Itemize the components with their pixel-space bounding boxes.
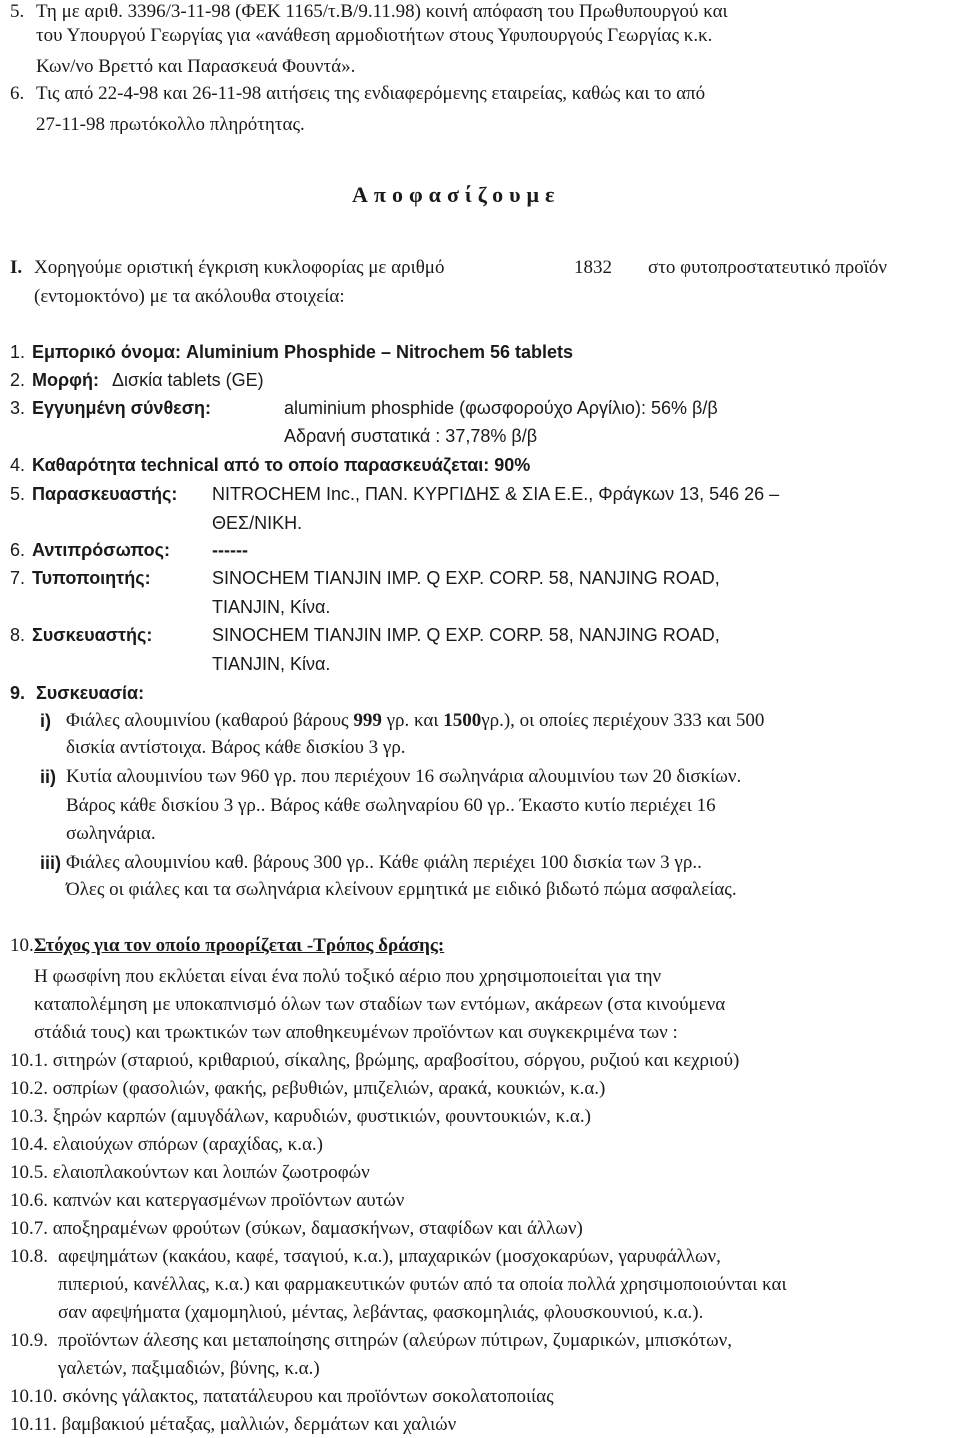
detail-8-value-1: SINOCHEM TIANJIN IMP. Q EXP. CORP. 58, NANJING ROAD, [212, 625, 720, 645]
section-1-line-1b: στο φυτοπροστατευτικό προϊόν [648, 257, 887, 278]
detail-4-number: 4. [10, 455, 26, 475]
packaging-i-text-c: γρ.), οι οποίες περιέχουν 333 και 500 [481, 710, 765, 731]
section-10-7: 10.7. αποξηραμένων φρούτων (σύκων, δαμασκήνων, σταφίδων και άλλων) [10, 1218, 583, 1239]
section-10-intro-3: στάδιά τους) και τρωκτικών των αποθηκευμένων προϊόντων και συγκεκριμένα των : [34, 1022, 678, 1043]
section-10-9-number: 10.9. [10, 1330, 48, 1351]
item-5-number: 5. [10, 1, 25, 22]
section-10-1: 10.1. σιτηρών (σταριού, κριθαριού, σίκαλης, βρώμης, αραβοσίτου, σόργου, ρυζιού και κεχριού) [10, 1050, 740, 1071]
section-10-6: 10.6. καπνών και κατεργασμένων προϊόντων αυτών [10, 1190, 405, 1211]
packaging-i-text-b: γρ. και [386, 710, 439, 731]
section-1-line-2: (εντομοκτόνο) με τα ακόλουθα στοιχεία: [34, 286, 345, 307]
section-10-9-line-2: γαλετών, παξιμαδιών, βύνης, κ.α.) [58, 1358, 320, 1379]
detail-6-value: ------ [212, 540, 248, 560]
packaging-i-weight-1: 999 [353, 710, 382, 731]
decision-heading: Αποφασίζουμε [352, 182, 561, 207]
section-1-line-1a: Χορηγούμε οριστική έγκριση κυκλοφορίας με αριθμό [34, 257, 445, 278]
section-1-approval-number: 1832 [574, 257, 612, 278]
section-10-8-number: 10.8. [10, 1246, 48, 1267]
section-10-8-line-1: αφεψημάτων (κακάου, καφέ, τσαγιού, κ.α.), μπαχαρικών (μοσχοκαρύων, γαρυφάλλων, [58, 1246, 721, 1267]
detail-3-inert: Αδρανή συστατικά : 37,78% β/β [284, 426, 538, 446]
section-10-4: 10.4. ελαιούχων σπόρων (αραχίδας, κ.α.) [10, 1134, 323, 1155]
packaging-ii-line-2: Βάρος κάθε δισκίου 3 γρ.. Βάρος κάθε σωληναρίου 60 γρ.. Έκαστο κυτίο περιέχει 16 [66, 795, 716, 816]
detail-1-number: 1. [10, 342, 26, 362]
detail-8-value-2: TIANJIN, Κίνα. [212, 654, 331, 674]
packaging-iii-label: iii) [40, 853, 61, 873]
section-10-number: 10. [10, 935, 34, 956]
packaging-ii-line-1: Κυτία αλουμινίου των 960 γρ. που περιέχουν 16 σωληνάρια αλουμινίου των 20 δισκίων. [66, 766, 742, 787]
section-10-3: 10.3. ξηρών καρπών (αμυγδάλων, καρυδιών, φυστικιών, φουντουκιών, κ.α.) [10, 1106, 591, 1127]
packaging-ii-line-3: σωληνάρια. [66, 823, 156, 844]
detail-5-label: Παρασκευαστής: [32, 484, 178, 504]
detail-6-number: 6. [10, 540, 26, 560]
detail-2-value: Δισκία tablets (GE) [112, 370, 264, 390]
section-10-2: 10.2. οσπρίων (φασολιών, φακής, ρεβυθιών, μπιζελιών, αρακά, κουκιών, κ.α.) [10, 1078, 606, 1099]
item-6-line-2: 27-11-98 πρωτόκολλο πληρότητας. [36, 114, 305, 135]
detail-9-label: Συσκευασία: [36, 683, 145, 703]
detail-5-value-2: ΘΕΣ/ΝΙΚΗ. [212, 513, 303, 533]
section-10-5: 10.5. ελαιοπλακούντων και λοιπών ζωοτροφών [10, 1162, 370, 1183]
detail-8-number: 8. [10, 625, 26, 645]
packaging-iii-line-1: Φιάλες αλουμινίου καθ. βάρους 300 γρ.. Κάθε φιάλη περιέχει 100 δισκία των 3 γρ.. [66, 852, 702, 873]
section-1-number: I. [10, 257, 23, 278]
detail-2-label: Μορφή: [32, 370, 99, 390]
packaging-ii-label: ii) [40, 767, 56, 787]
section-10-intro-2: καταπολέμηση με υποκαπνισμό όλων των σταδίων των εντόμων, ακάρεων (στα κινούμενα [34, 994, 726, 1015]
detail-3-label: Εγγυημένη σύνθεση: [32, 398, 212, 418]
section-10-8-line-3: σαν αφεψήματα (χαμομηλιού, μέντας, λεβάντας, φασκομηλιάς, φλουσκουνιού, κ.α.). [58, 1302, 704, 1323]
detail-7-label: Τυποποιητής: [32, 568, 151, 588]
detail-2-number: 2. [10, 370, 26, 390]
section-10-9-line-1: προϊόντων άλεσης και μεταποίησης σιτηρών (αλεύρων πύτιρων, ζυμαρικών, μπισκότων, [58, 1330, 732, 1351]
packaging-i-text-a: Φιάλες αλουμινίου (καθαρού βάρους [66, 710, 349, 731]
item-5-text-1: Τη με αριθ. 3396/3-11-98 (ΦΕΚ 1165/τ.Β/9.11.98) κοινή απόφαση του Πρωθυπουργού και [36, 1, 728, 22]
detail-8-label: Συσκευαστής: [32, 625, 153, 645]
item-5-line-3: Κων/νο Βρεττό και Παρασκευά Φουντά». [36, 56, 356, 77]
detail-5-number: 5. [10, 484, 26, 504]
detail-3-number: 3. [10, 398, 26, 418]
item-6-line-1: Τις από 22-4-98 και 26-11-98 αιτήσεις της ενδιαφερόμενης εταιρείας, καθώς και το από [36, 83, 706, 104]
detail-7-value-2: TIANJIN, Κίνα. [212, 597, 331, 617]
item-5-line-2: του Υπουργού Γεωργίας για «ανάθεση αρμοδιοτήτων στους Υφυπουργούς Γεωργίας κ.κ. [36, 25, 713, 46]
packaging-i-label: i) [40, 711, 51, 731]
section-10-title: Στόχος για τον οποίο προορίζεται -Τρόπος δράσης: [34, 935, 445, 956]
packaging-iii-line-2: Όλες οι φιάλες και τα σωληνάρια κλείνουν ερμητικά με ειδικό βιδωτό πώμα ασφαλείας. [66, 879, 737, 900]
packaging-i-weight-2: 1500 [443, 710, 482, 731]
item-6-number: 6. [10, 83, 25, 104]
section-10-10: 10.10. σκόνης γάλακτος, πατατάλευρου και προϊόντων σοκολατοποιίας [10, 1386, 554, 1407]
section-10-intro-1: Η φωσφίνη που εκλύεται είναι ένα πολύ τοξικό αέριο που χρησιμοποιείται για την [34, 966, 662, 987]
packaging-i-line-2: δισκία αντίστοιχα. Βάρος κάθε δισκίου 3 γρ. [66, 737, 406, 758]
detail-6-label: Αντιπρόσωπος: [32, 540, 170, 560]
detail-3-value: aluminium phosphide (φωσφορούχο Αργίλιο): 56% β/β [284, 398, 718, 418]
detail-5-value-1: NITROCHEM Inc., ΠΑΝ. ΚΥΡΓΙΔΗΣ & ΣΙΑ Ε.Ε., Φράγκων 13, 546 26 – [212, 484, 780, 504]
packaging-i-line-1 [66, 709, 764, 733]
section-10-8-line-2: πιπεριού, κανέλλας, κ.α.) και φαρμακευτικών φυτών από τα οποία πολλά χρησιμοποιούνται και [58, 1274, 787, 1295]
section-10-11: 10.11. βαμβακιού μέταξας, μαλλιών, δερμάτων και χαλιών [10, 1414, 457, 1435]
detail-1-trade-name: Εμπορικό όνομα: Aluminium Phosphide – Nitrochem 56 tablets [32, 342, 574, 362]
detail-7-number: 7. [10, 568, 26, 588]
item-5-line-1 [36, 0, 956, 24]
detail-4-purity: Καθαρότητα technical από το οποίο παρασκευάζεται: 90% [32, 455, 531, 475]
detail-7-value-1: SINOCHEM TIANJIN IMP. Q EXP. CORP. 58, NANJING ROAD, [212, 568, 720, 588]
detail-9-number: 9. [10, 683, 26, 703]
